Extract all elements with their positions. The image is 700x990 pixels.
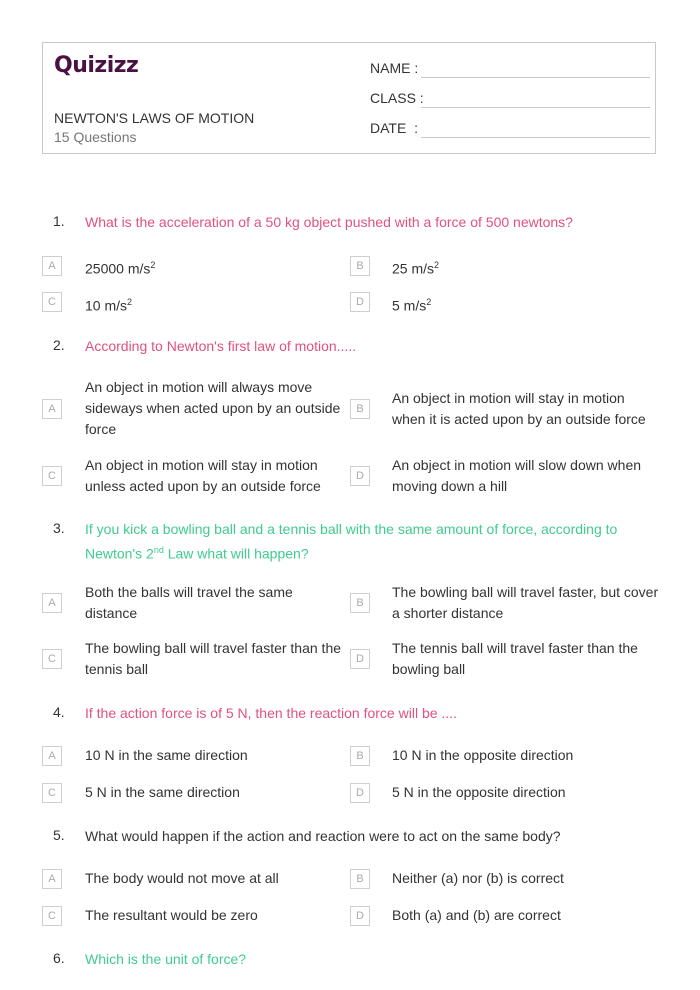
question-number: 4. — [53, 704, 65, 720]
option-letter-c: C — [42, 783, 62, 803]
question-count: 15 Questions — [54, 129, 137, 145]
option-letter-a: A — [42, 593, 62, 613]
option-letter-a: A — [42, 399, 62, 419]
class-field — [370, 90, 650, 110]
option-text: Both (a) and (b) are correct — [392, 907, 561, 923]
option-letter-c: C — [42, 906, 62, 926]
option-text: 10 $m/s^2$ — [85, 297, 133, 314]
option-text: An object in motion will stay in motion unless acted upon by an outside force — [85, 457, 321, 494]
option-letter-d: D — [350, 649, 370, 669]
option-letter-b: B — [350, 869, 370, 889]
option-letter-b: B — [350, 399, 370, 419]
option-letter-b: B — [350, 746, 370, 766]
option-text: 5 $m/s^2$ — [392, 297, 432, 314]
option-letter-b: B — [350, 256, 370, 276]
option-text: The body would not move at all — [85, 870, 279, 886]
name-line — [421, 77, 650, 78]
option-letter-c: C — [42, 292, 62, 312]
option-letter-d: D — [350, 466, 370, 486]
question-number: 2. — [53, 337, 65, 353]
name-field — [370, 60, 650, 80]
question-number: 3. — [53, 520, 65, 536]
option-letter-a: A — [42, 256, 62, 276]
option-text: Neither (a) nor (b) is correct — [392, 870, 564, 886]
option-text: The tennis ball will travel faster than the bowling ball — [392, 640, 638, 677]
question-number: 6. — [53, 950, 65, 966]
option-letter-a: A — [42, 869, 62, 889]
question-number: 1. — [53, 213, 65, 229]
option-letter-b: B — [350, 593, 370, 613]
option-text: An object in motion will slow down when moving down a hill — [392, 457, 642, 494]
question-text: If the action force is of 5 N, then the reaction force will be .... — [85, 705, 457, 721]
option-letter-c: C — [42, 466, 62, 486]
name-label: NAME : — [370, 60, 419, 76]
option-text: An object in motion will stay in motion when it is acted upon by an outside force — [392, 390, 646, 427]
option-letter-c: C — [42, 649, 62, 669]
option-letter-d: D — [350, 906, 370, 926]
option-text: 25 $m/s^2$ — [392, 260, 440, 277]
option-text: 5 N in the same direction — [85, 784, 240, 800]
date-line — [421, 137, 650, 138]
class-line — [421, 107, 650, 108]
question-number: 5. — [53, 827, 65, 843]
date-field — [370, 120, 650, 140]
option-text: The bowling ball will travel faster than the tennis ball — [85, 640, 342, 677]
option-letter-d: D — [350, 783, 370, 803]
worksheet-header — [42, 42, 656, 154]
question-text: What is the acceleration of a 50 kg object pushed with a force of 500 newtons? — [85, 214, 573, 230]
option-text: The bowling ball will travel faster, but cover a shorter distance — [392, 584, 659, 621]
question-text: What would happen if the action and reaction were to act on the same body? — [85, 828, 561, 844]
question-text: According to Newton's first law of motion..... — [85, 338, 357, 354]
quizizz-logo: Quizizz — [54, 53, 139, 78]
option-text: Both the balls will travel the same distance — [85, 584, 293, 621]
worksheet-title: NEWTON'S LAWS OF MOTION — [54, 110, 255, 126]
option-text: 5 N in the opposite direction — [392, 784, 566, 800]
option-letter-a: A — [42, 746, 62, 766]
question-text: Which is the unit of force? — [85, 951, 247, 967]
date-label: DATE : — [370, 120, 418, 136]
option-text: 25000 $m/s^2$ — [85, 260, 156, 277]
option-text: 10 N in the opposite direction — [392, 747, 574, 763]
option-text: An object in motion will always move sideways when acted upon by an outside force — [85, 379, 341, 437]
option-letter-d: D — [350, 292, 370, 312]
question-text: If you kick a bowling ball and a tennis ball with the same amount of force, according to Newton's 2nd Law what will happen? — [85, 521, 618, 562]
option-text: 10 N in the same direction — [85, 747, 248, 763]
class-label: CLASS : — [370, 90, 424, 106]
option-text: The resultant would be zero — [85, 907, 258, 923]
